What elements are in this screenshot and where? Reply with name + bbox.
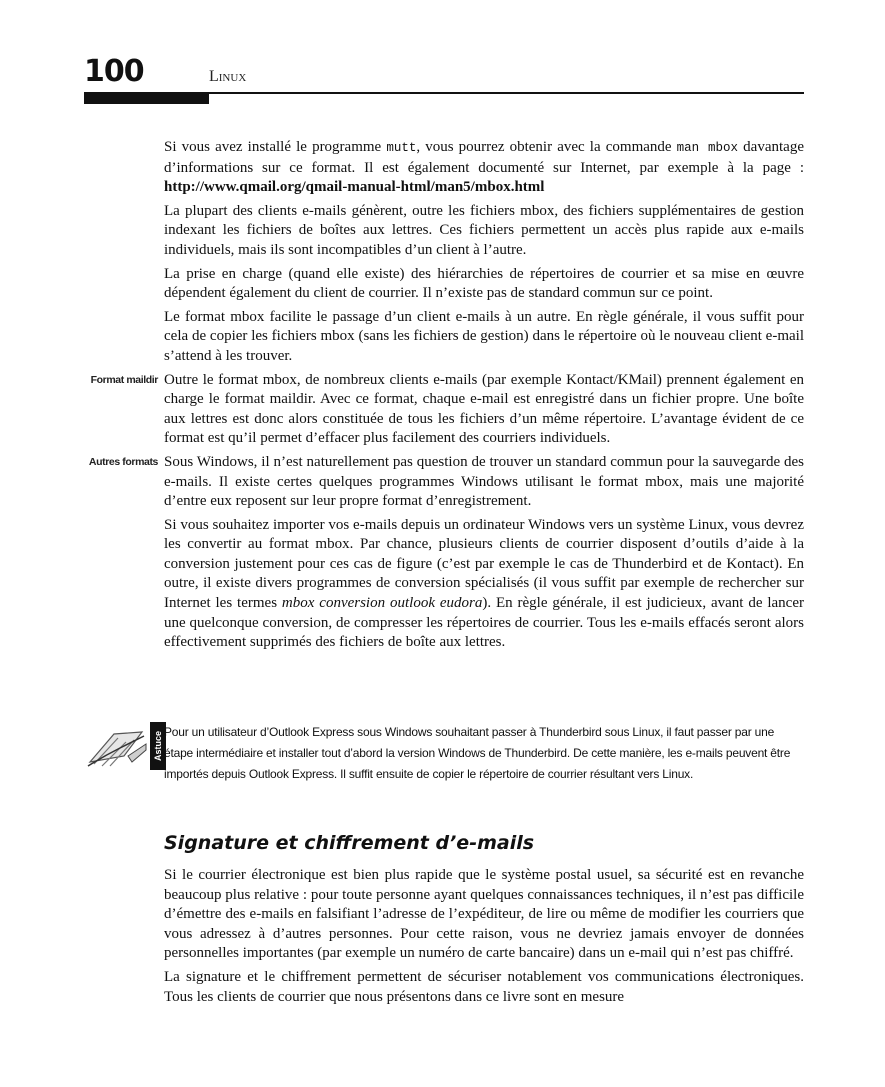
tip-tab-label: Astuce bbox=[153, 730, 164, 762]
running-head: Linux bbox=[209, 68, 247, 85]
tip-text: Pour un utilisateur d’Outlook Express sous Windows souhaitant passer à Thunderbird sous Linux, il faut passer par une étape intermédiaire et installer tout d’abord la version Windows de Thunderbird. De cette manière, les e-mails peuvent être importés depuis Outlook Express. Il suffit ensuite de copier le répertoire de courrier résultant vers Linux. bbox=[164, 725, 791, 781]
paragraph-email-security: Si le courrier électronique est bien plus rapide que le système postal usuel, sa sécurité est en revanche beaucoup plus relative : pour toute personne ayant quelques connaissances techniques, il n’est pas difficile d’émettre des e-mails en falsifiant l’adresse de l’expéditeur, de lire ou même de modifier les courriers que vous adressez à d’autres personnes. Pour cette raison, vous ne devriez jamais envoyer de données personnelles importantes (par exemple un numéro de carte bancaire) dans un e-mail qui n’est pas chiffré. bbox=[164, 867, 804, 962]
hand-writing-icon bbox=[84, 726, 150, 770]
page-number: 100 bbox=[84, 54, 144, 89]
paragraph-mbox-migration: Le format mbox facilite le passage d’un client e-mails à un autre. En règle générale, il vous suffit pour cela de copier les fichiers mbox (sans les fichiers de gestion) dans le répertoire où le nouveau client e-mail s’attend à les trouver. bbox=[164, 308, 804, 364]
block-maildir bbox=[90, 371, 804, 449]
paragraph-conversion: Si vous souhaitez importer vos e-mails depuis un ordinateur Windows vers un système Linux, vous devrez les convertir au format mbox. Par chance, plusieurs clients de courrier disposent d’outils d’aide à la conversion justement pour ces cas de figure (c’est par exemple le cas de Thunderbird et de Kontact). En outre, il existe divers programmes de conversion spécialisés (il vous suffit par exemple de rechercher sur Internet les termes mbox conversion outlook eudora). En règle générale, il est judicieux, avant de lancer une quelconque conversion, de compresser les répertoires de courrier. Tous les e-mails effacés seront alors effectivement supprimés des fichiers de boîte aux lettres. bbox=[164, 516, 804, 651]
tip-box bbox=[84, 722, 804, 804]
paragraph-signature-encryption: La signature et le chiffrement permettent de sécuriser notablement vos communications électroniques. Tous les clients de courrier que nous présentons dans ce livre sont en mesure bbox=[164, 968, 804, 1005]
header-bar bbox=[84, 92, 209, 104]
paragraph-windows-formats: Sous Windows, il n’est naturellement pas question de trouver un standard commun pour la sauvegarde des e-mails. Il existe certes quelques programmes Windows utilisant le format mbox, mais une majorité d’entre eux reposent sur leur propre format d’enregistrement. bbox=[164, 453, 804, 510]
margin-label-maildir: Format maildir bbox=[90, 373, 158, 386]
paragraph-maildir: Outre le format mbox, de nombreux clients e-mails (par exemple Kontact/KMail) prennent également en charge le format maildir. Avec ce format, chaque e-mail est enregistré dans un fichier propre. Une boîte aux lettres est donc alors constituée de tous les fichiers d’un même répertoire. L’avantage évident de ce format est qu’il permet d’effacer plus facilement des courriers individuels. bbox=[164, 371, 804, 447]
body-column bbox=[88, 138, 804, 657]
paragraph-mutt: Si vous avez installé le programme mutt, vous pourrez obtenir avec la commande man mbox davantage d’informations sur ce format. Il est également documenté sur Internet, par exemple à la page : http://www.qmail.org/qmail-manual-html/man5/mbox.html bbox=[164, 139, 804, 196]
margin-label-other-formats: Autres formats bbox=[88, 455, 158, 468]
paragraph-hierarchies: La prise en charge (quand elle existe) des hiérarchies de répertoires de courrier et sa mise en œuvre dépendent également du client de courrier. Il n’existe pas de standard commun sur ce point. bbox=[164, 265, 804, 302]
qmail-url: http://www.qmail.org/qmail-manual-html/man5/mbox.html bbox=[164, 179, 545, 196]
paragraph-index-files: La plupart des clients e-mails génèrent, outre les fichiers mbox, des fichiers supplémentaires de gestion indexant les fichiers de boîtes aux lettres. Ces fichiers permettent un accès plus rapide aux e-mails individuels, mais ils sont incompatibles d’un client à l’autre. bbox=[164, 202, 804, 258]
section-body bbox=[164, 866, 804, 1011]
code-man-mbox: man mbox bbox=[676, 141, 739, 155]
block-other-formats bbox=[88, 453, 804, 512]
section-heading: Signature et chiffrement d’e-mails bbox=[164, 832, 535, 854]
code-mutt: mutt bbox=[386, 141, 417, 155]
search-terms: mbox conversion outlook eudora bbox=[281, 595, 483, 612]
